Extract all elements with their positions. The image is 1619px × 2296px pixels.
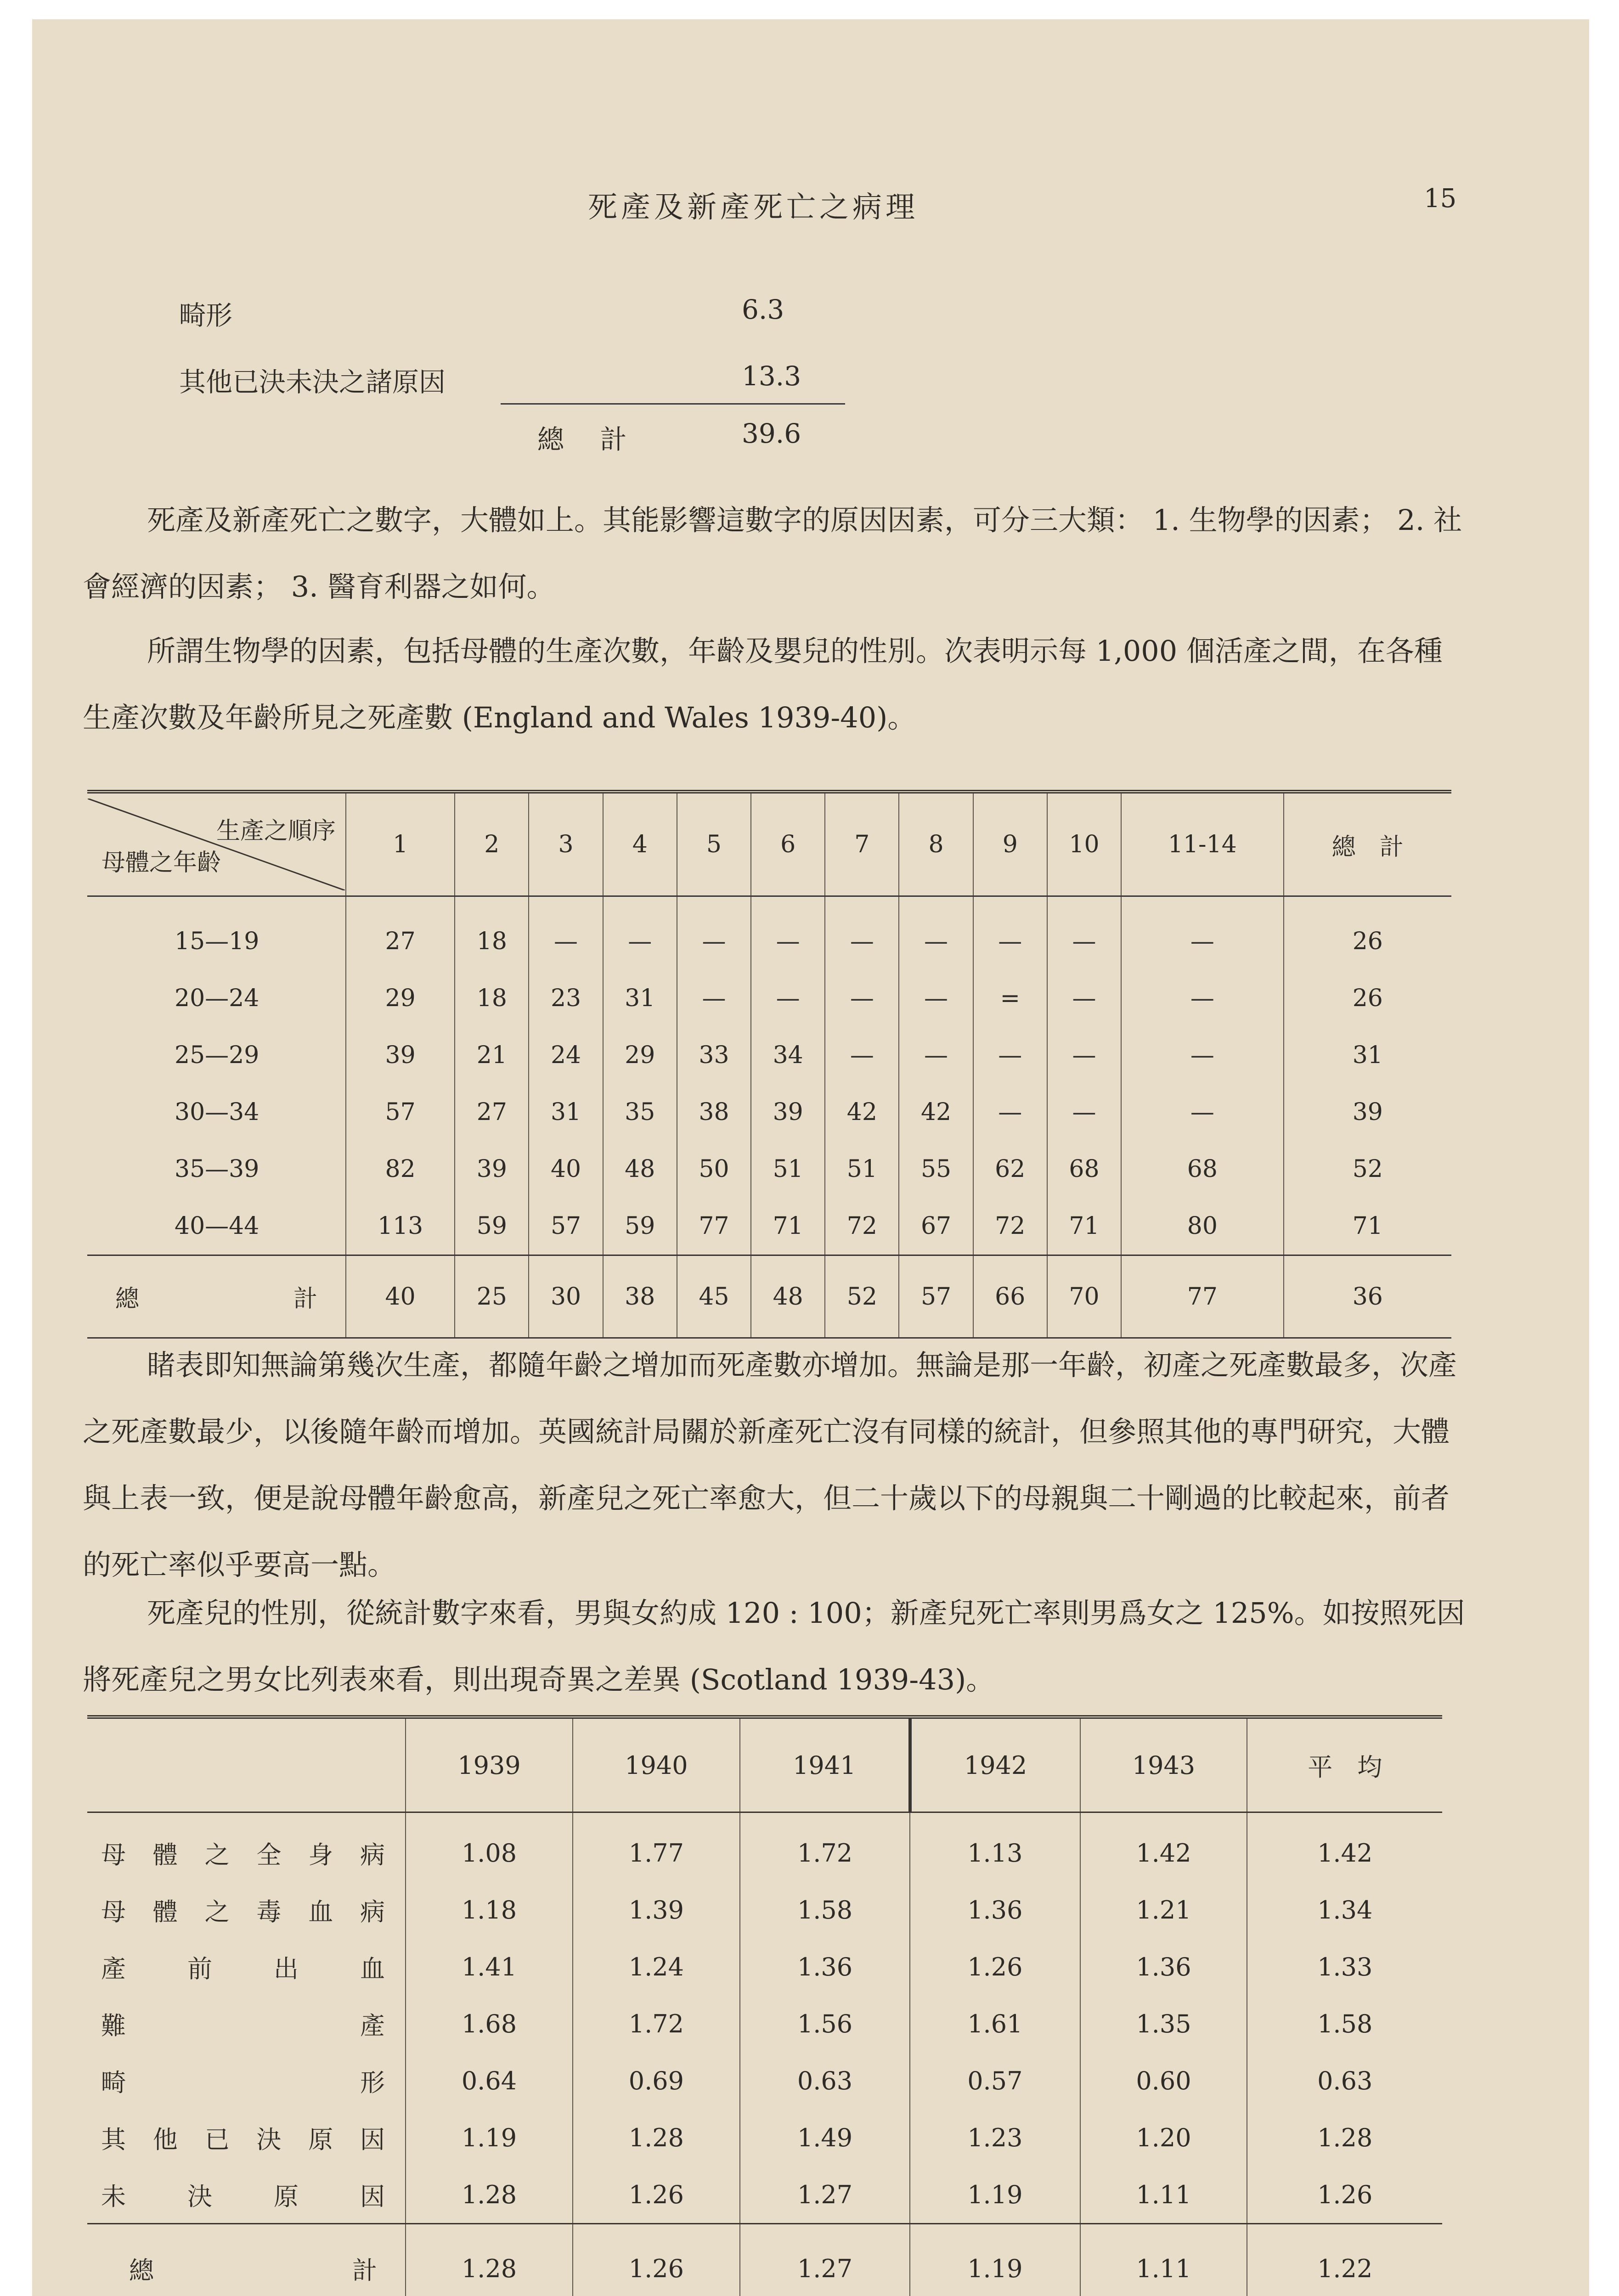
table-cell: — (1047, 970, 1121, 1027)
list-item-label: 其他已決未決之諸原因 (179, 366, 446, 398)
table-cell: 21 (455, 1027, 529, 1084)
table-cell: 1.28 (406, 2166, 573, 2224)
table-cell: — (1047, 896, 1121, 970)
column-header: 3 (529, 792, 603, 896)
table-cell: 71 (1284, 1198, 1451, 1255)
table-row (87, 2166, 1442, 2224)
table-cell: 42 (899, 1084, 973, 1141)
age-cell: 35—39 (175, 1155, 259, 1183)
table-cell: 71 (1047, 1198, 1121, 1255)
table-cell: 67 (899, 1198, 973, 1255)
total-cell: 1.19 (910, 2224, 1080, 2296)
cause-label: 其他已決原因 (101, 2125, 387, 2154)
table-cell: — (751, 896, 825, 970)
table-row (87, 1141, 1451, 1198)
cause-label: 母體之毒血病 (101, 1897, 387, 1926)
table-cell: 59 (455, 1198, 529, 1255)
cause-label: 產前出血 (101, 1954, 387, 1983)
table-cell: — (603, 896, 677, 970)
table-cell: 1.77 (573, 1812, 740, 1882)
table-cell: — (973, 1084, 1047, 1141)
table-cell: 18 (455, 896, 529, 970)
table-cell: — (825, 896, 899, 970)
table-cell: 72 (825, 1198, 899, 1255)
age-cell: 25—29 (175, 1041, 259, 1069)
table-cell: 68 (1047, 1141, 1121, 1198)
total-cell: 70 (1047, 1255, 1121, 1338)
column-header: 2 (455, 792, 529, 896)
table-cell: — (825, 1027, 899, 1084)
column-header: 1939 (406, 1717, 573, 1812)
table-cell: 57 (529, 1198, 603, 1255)
total-label: 總 計 (87, 2224, 406, 2296)
table-cell: 52 (1284, 1141, 1451, 1198)
total-cell: 1.26 (573, 2224, 740, 2296)
table-cell: 26 (1284, 896, 1451, 970)
table-cell: 80 (1121, 1198, 1284, 1255)
table-cell: 29 (346, 970, 455, 1027)
table-cell: 71 (751, 1198, 825, 1255)
table-cell: 1.35 (1080, 1995, 1247, 2052)
table-cell: 1.26 (910, 1938, 1080, 1995)
column-header: 10 (1047, 792, 1121, 896)
column-header-total: 總 計 (1284, 792, 1451, 896)
table-cell: 1.11 (1080, 2166, 1247, 2224)
table-cell: 34 (751, 1027, 825, 1084)
table-cell: 48 (603, 1141, 677, 1198)
table-cell: — (973, 1027, 1047, 1084)
table-cell: 26 (1284, 970, 1451, 1027)
table-cell: 1.68 (406, 1995, 573, 2052)
table-cell: 68 (1121, 1141, 1284, 1198)
table-cell: 39 (1284, 1084, 1451, 1141)
table-row (87, 2052, 1442, 2109)
table-cell: 1.39 (573, 1881, 740, 1938)
table-cell: 39 (455, 1141, 529, 1198)
table-cell: 18 (455, 970, 529, 1027)
total-cell: 1.22 (1247, 2224, 1442, 2296)
table-cell: 31 (529, 1084, 603, 1141)
table-row (87, 1198, 1451, 1255)
age-cell: 30—34 (175, 1098, 259, 1126)
table-cell: — (1121, 970, 1284, 1027)
table-cell: 1.36 (1080, 1938, 1247, 1995)
table-cell: 1.28 (1247, 2109, 1442, 2166)
running-header-title: 死產及新產死亡之病理 (588, 191, 919, 225)
table-cell: 1.42 (1080, 1812, 1247, 1882)
list-item-label: 畸形 (179, 300, 233, 331)
table-cell: 27 (346, 896, 455, 970)
table-cell: 39 (751, 1084, 825, 1141)
table-cell: — (1121, 1084, 1284, 1141)
cause-label: 畸形 (101, 2068, 387, 2097)
table-cell: 1.72 (740, 1812, 910, 1882)
table-cell: 0.64 (406, 2052, 573, 2109)
column-header: 1943 (1080, 1717, 1247, 1812)
age-cell: 20—24 (175, 985, 259, 1012)
table-cell: — (899, 1027, 973, 1084)
sum-rule (501, 403, 845, 405)
table-cell: 82 (346, 1141, 455, 1198)
table-row (87, 1812, 1442, 1882)
total-cell: 38 (603, 1255, 677, 1338)
table-cell: 1.33 (1247, 1938, 1442, 1995)
table-cell: 0.63 (740, 2052, 910, 2109)
column-header: 1940 (573, 1717, 740, 1812)
table-cell: 0.60 (1080, 2052, 1247, 2109)
total-cell: 30 (529, 1255, 603, 1338)
total-label: 總 計 (87, 1255, 346, 1338)
column-header: 4 (603, 792, 677, 896)
list-total-label: 總 計 (537, 424, 641, 455)
table-row (87, 2109, 1442, 2166)
table-cell: 1.18 (406, 1881, 573, 1938)
table-cell: 1.20 (1080, 2109, 1247, 2166)
table-cell: — (751, 970, 825, 1027)
total-cell: 36 (1284, 1255, 1451, 1338)
table-cell: 1.21 (1080, 1881, 1247, 1938)
table-cell: 27 (455, 1084, 529, 1141)
table-cell: 33 (677, 1027, 751, 1084)
table-row (87, 1938, 1442, 1995)
table-cell: 1.42 (1247, 1812, 1442, 1882)
total-cell: 40 (346, 1255, 455, 1338)
table-cell: — (899, 970, 973, 1027)
table-cell: 1.24 (573, 1938, 740, 1995)
table-cell: 23 (529, 970, 603, 1027)
corner-header (87, 792, 346, 896)
table-cell: — (825, 970, 899, 1027)
total-cell: 1.27 (740, 2224, 910, 2296)
column-header-average: 平 均 (1247, 1717, 1442, 1812)
table-cell: 51 (825, 1141, 899, 1198)
table-cell: — (1047, 1084, 1121, 1141)
cause-label: 母體之全身病 (101, 1840, 387, 1869)
column-header: 1 (346, 792, 455, 896)
age-cell: 15—19 (175, 928, 259, 955)
table-cell: 1.49 (740, 2109, 910, 2166)
column-header: 1941 (740, 1717, 910, 1812)
table-cell: 1.58 (740, 1881, 910, 1938)
cause-label: 未決原因 (101, 2182, 387, 2211)
empty-corner-header (87, 1717, 406, 1812)
age-cell: 40—44 (175, 1212, 259, 1240)
table-cell: 1.72 (573, 1995, 740, 2052)
table-cell: 72 (973, 1198, 1047, 1255)
total-cell: 52 (825, 1255, 899, 1338)
table-cell: — (973, 896, 1047, 970)
table-cell: — (1047, 1027, 1121, 1084)
table-cell: 113 (346, 1198, 455, 1255)
stillbirth-by-parity-age-table (87, 790, 1451, 1339)
total-cell: 1.11 (1080, 2224, 1247, 2296)
list-total-value: 39.6 (742, 418, 801, 449)
column-header: 6 (751, 792, 825, 896)
total-cell: 48 (751, 1255, 825, 1338)
table-cell: 57 (346, 1084, 455, 1141)
paragraph-1: 死產及新產死亡之數字，大體如上。其能影響這數字的原因因素，可分三大類： 1. 生物學的因素； 2. 社會經濟的因素； 3. 醫育利器之如何。 (83, 503, 1462, 603)
table-cell: 31 (1284, 1027, 1451, 1084)
table-row (87, 1995, 1442, 2052)
table-cell: — (677, 896, 751, 970)
total-row (87, 1255, 1451, 1338)
sex-ratio-by-cause-table (87, 1715, 1442, 2296)
table-cell: — (677, 970, 751, 1027)
paragraph-2: 所謂生物學的因素，包括母體的生產次數，年齡及嬰兒的性別。次表明示每 1,000 個活產之間，在各種生產次數及年齡所見之死產數 (England and Wales 1939-40)。 (83, 634, 1443, 734)
table-cell: 59 (603, 1198, 677, 1255)
column-header: 9 (973, 792, 1047, 896)
table-row (87, 1084, 1451, 1141)
table-cell: 1.36 (740, 1938, 910, 1995)
total-cell: 45 (677, 1255, 751, 1338)
table-cell: 0.69 (573, 2052, 740, 2109)
table-row (87, 1881, 1442, 1938)
cause-label: 難產 (101, 2011, 387, 2040)
table-cell: 1.23 (910, 2109, 1080, 2166)
table-cell: 62 (973, 1141, 1047, 1198)
table-cell: 1.08 (406, 1812, 573, 1882)
table-cell: 55 (899, 1141, 973, 1198)
table-cell: 1.19 (910, 2166, 1080, 2224)
table-cell: 50 (677, 1141, 751, 1198)
table-cell: 1.13 (910, 1812, 1080, 1882)
table-cell: 0.57 (910, 2052, 1080, 2109)
paragraph-3: 睹表即知無論第幾次生產，都隨年齡之增加而死產數亦增加。無論是那一年齡，初產之死產數最多，次產之死產數最少，以後隨年齡而增加。英國統計局關於新產死亡沒有同樣的統計，但參照其他的專門研究，大體與上表一致，便是說母體年齡愈高，新產兒之死亡率愈大，但二十歲以下的母親與二十剛過的比較起來，前者的死亡率似乎要高一點。 (83, 1348, 1457, 1581)
table-cell: 38 (677, 1084, 751, 1141)
corner-header-bottom: 母體之年齡 (102, 849, 221, 877)
table-cell: 35 (603, 1084, 677, 1141)
table-cell: 1.34 (1247, 1881, 1442, 1938)
table-cell: 1.26 (1247, 2166, 1442, 2224)
total-cell: 1.28 (406, 2224, 573, 2296)
page-number: 15 (1424, 184, 1457, 214)
column-header: 8 (899, 792, 973, 896)
total-cell: 77 (1121, 1255, 1284, 1338)
table-cell: 31 (603, 970, 677, 1027)
table-cell: 1.19 (406, 2109, 573, 2166)
column-header: 11-14 (1121, 792, 1284, 896)
table-cell: 1.36 (910, 1881, 1080, 1938)
table-cell: 40 (529, 1141, 603, 1198)
total-cell: 25 (455, 1255, 529, 1338)
column-header: 1942 (910, 1717, 1080, 1812)
column-header: 7 (825, 792, 899, 896)
list-item-value: 13.3 (742, 360, 801, 392)
table-cell: 51 (751, 1141, 825, 1198)
table-cell: 1.56 (740, 1995, 910, 2052)
column-header: 5 (677, 792, 751, 896)
table-cell: 77 (677, 1198, 751, 1255)
corner-header-top: 生產之順序 (216, 817, 336, 845)
table-cell: 1.61 (910, 1995, 1080, 2052)
table-cell: 1.41 (406, 1938, 573, 1995)
table-row (87, 896, 1451, 970)
table-cell: — (1121, 896, 1284, 970)
table-row (87, 970, 1451, 1027)
table-cell: = (973, 970, 1047, 1027)
table-row (87, 1027, 1451, 1084)
table-cell: 1.26 (573, 2166, 740, 2224)
table-cell: — (529, 896, 603, 970)
total-cell: 57 (899, 1255, 973, 1338)
table-cell: — (899, 896, 973, 970)
paragraph-4: 死產兒的性別，從統計數字來看，男與女約成 120 : 100；新產兒死亡率則男爲女之 125%。如按照死因將死產兒之男女比列表來看，則出現奇異之差異 (Scotland 1939-43)。 (83, 1596, 1465, 1696)
table-cell: 0.63 (1247, 2052, 1442, 2109)
total-cell: 66 (973, 1255, 1047, 1338)
table-cell: 29 (603, 1027, 677, 1084)
table-cell: — (1121, 1027, 1284, 1084)
table-cell: 39 (346, 1027, 455, 1084)
table-cell: 24 (529, 1027, 603, 1084)
list-item-value: 6.3 (742, 294, 784, 325)
table-cell: 42 (825, 1084, 899, 1141)
total-row (87, 2224, 1442, 2296)
table-cell: 1.28 (573, 2109, 740, 2166)
table-cell: 1.27 (740, 2166, 910, 2224)
table-cell: 1.58 (1247, 1995, 1442, 2052)
